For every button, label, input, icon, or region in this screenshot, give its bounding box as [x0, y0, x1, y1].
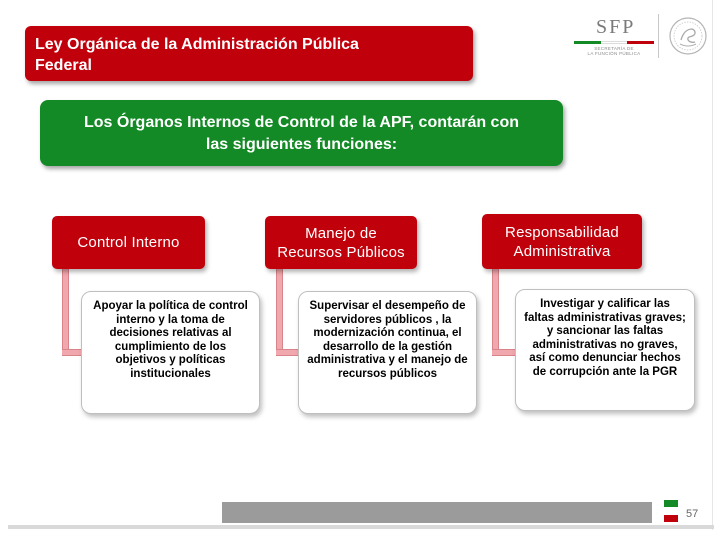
heading-control-interno [52, 216, 205, 269]
sfp-logo-tricolor [574, 41, 654, 44]
connector-vertical-2 [276, 268, 283, 356]
national-seal-icon [668, 16, 708, 56]
logo-divider [658, 14, 659, 58]
functions-intro-banner [40, 100, 563, 166]
sfp-logo-subtitle: SECRETARÍA DE LA FUNCIÓN PÚBLICA [587, 46, 641, 56]
functions-intro-line1: Los Órganos Internos de Control de la APF, contarán con [83, 114, 519, 131]
flag-icon [664, 500, 678, 522]
detail-responsabilidad [515, 289, 695, 411]
heading-manejo-recursos [265, 216, 417, 269]
right-edge-line [712, 0, 713, 530]
detail-control-interno-text: Apoyar la política de control interno y la toma de decisiones relativas al cumplimiento de los objetivos y políticas institucionales [93, 300, 248, 380]
connector-vertical-3 [492, 268, 499, 356]
page-number: 57 [686, 508, 699, 520]
footer-bar [222, 502, 652, 523]
connector-horizontal-3 [492, 349, 517, 356]
footer-strip [8, 525, 714, 529]
slide-title [25, 26, 473, 81]
slide-title-line2: Federal [35, 57, 92, 74]
heading-manejo-recursos-label: Manejo de Recursos Públicos [277, 224, 405, 261]
heading-control-interno-label: Control Interno [77, 234, 180, 251]
functions-intro-line2: las siguientes funciones: [205, 136, 398, 153]
detail-control-interno [81, 291, 260, 414]
detail-responsabilidad-text: Investigar y calificar las faltas administrativas graves; y sancionar las faltas administrativas no graves, así como denunciar hechos de corrupción ante la PGR [524, 298, 686, 378]
heading-responsabilidad-label: Responsabilidad Administrativa [505, 223, 619, 260]
connector-vertical-1 [62, 268, 69, 356]
slide-title-line1: Ley Orgánica de la Administración Pública [35, 36, 359, 53]
detail-manejo-recursos-text: Supervisar el desempeño de servidores públicos , la modernización continua, el desarrollo de la gestión administrativa y el manejo de recursos públicos [307, 300, 468, 380]
sfp-logo [568, 14, 718, 62]
sfp-logo-text: SFP [596, 16, 636, 38]
heading-responsabilidad [482, 214, 642, 269]
detail-manejo-recursos [298, 291, 477, 414]
